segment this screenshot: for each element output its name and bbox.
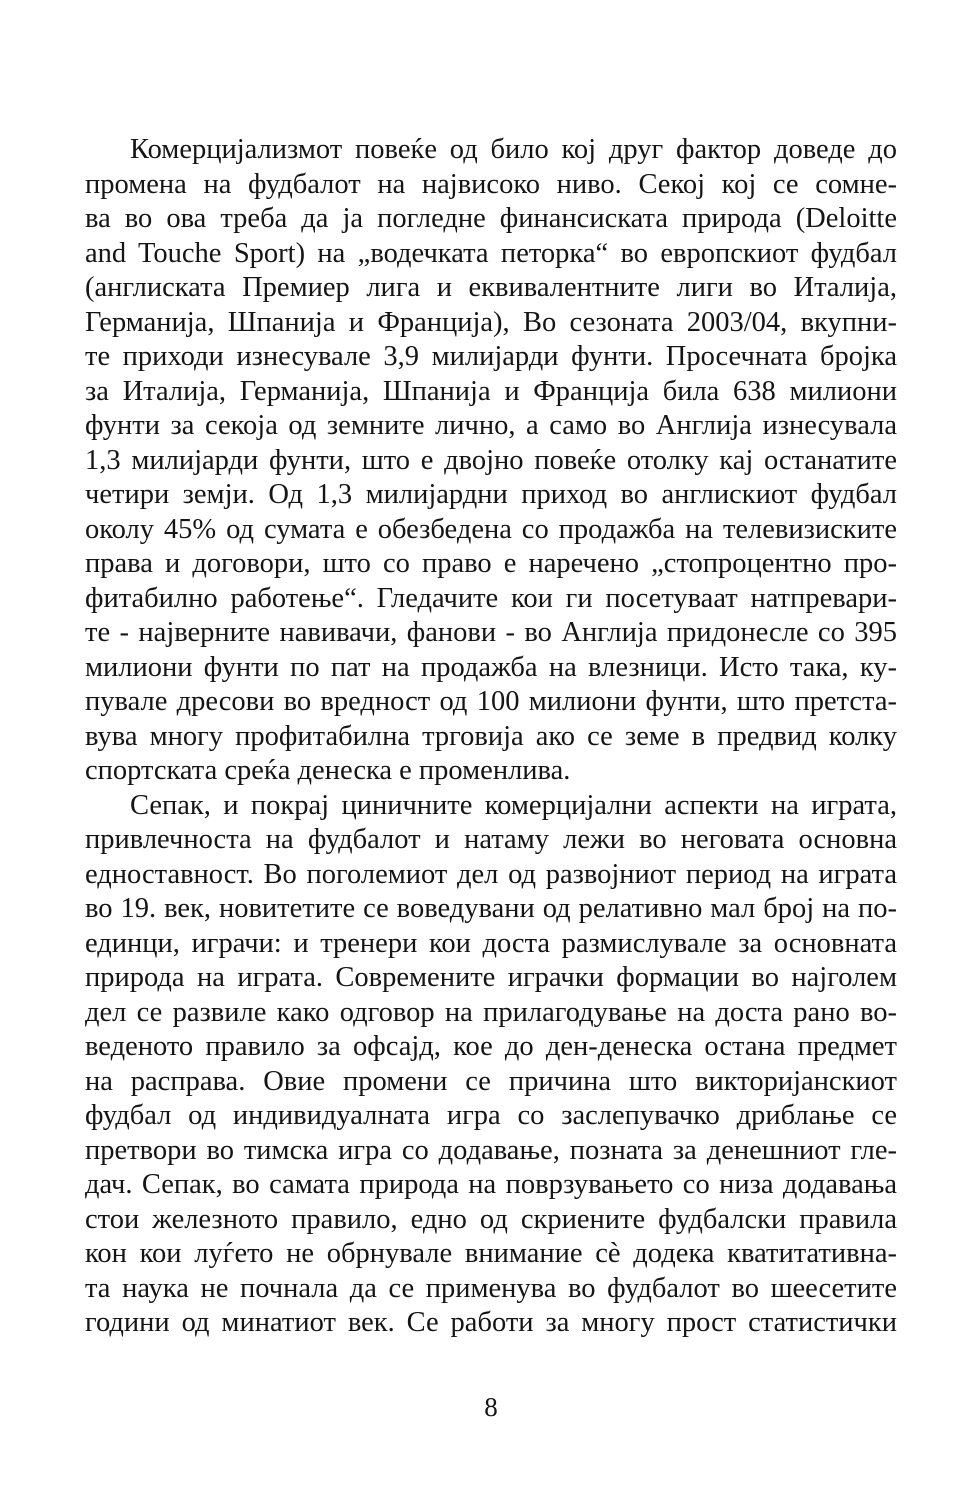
text-line: Сепак, и покрај циничните комерцијални аспекти на играта, bbox=[130, 789, 897, 821]
paragraph bbox=[85, 133, 897, 789]
text-line: на расправа. Овие промени се причина што викторијанскиот bbox=[85, 1065, 897, 1097]
text-line: четири земји. Од 1,3 милијардни приход во англискиот фудбал bbox=[85, 479, 897, 510]
text-line: фунти за секоја од земните лично, а само во Англија изнесувала bbox=[85, 410, 897, 441]
text-line: and Touche Sport) на „водечката петорка“ во европскиот фудбал bbox=[85, 237, 897, 269]
text-line: Германија, Шпанија и Франција), Во сезоната 2003/04, вкупни- bbox=[85, 306, 897, 338]
text-line: претвори во тимска игра со додавање, позната за денешниот гле- bbox=[85, 1134, 897, 1166]
text-line: привлечноста на фудбалот и натаму лежи во неговата основна bbox=[85, 824, 897, 855]
text-line: кон кои луѓето не обрнувале внимание сè додека кватитативна- bbox=[85, 1238, 897, 1269]
text-line: 1,3 милијарди фунти, што е двојно повеќе отолку кај останатите bbox=[85, 444, 897, 476]
text-line: спортската среќа денеска е променлива. bbox=[85, 755, 571, 786]
text-line: дач. Сепак, во самата природа на поврзувањето со низа додавања bbox=[85, 1169, 897, 1200]
text-line: та наука не почнала да се применува во фудбалот во шеесетите bbox=[85, 1272, 897, 1304]
text-line: години од минатиот век. Се работи за многу прост статистички bbox=[85, 1307, 897, 1338]
text-line: единци, играчи: и тренери кои доста размислувале за основната bbox=[85, 927, 897, 959]
text-line: те - најверните навивачи, фанови - во Англија придонесле со 395 bbox=[85, 617, 897, 648]
text-line: права и договори, што со право е наречено „стопроцентно про- bbox=[85, 548, 897, 579]
text-line: пувале дресови во вредност од 100 милиони фунти, што претста- bbox=[85, 686, 897, 717]
text-line: веденото правило за офсајд, кое до ден-денеска остана предмет bbox=[85, 1031, 897, 1062]
text-line: ва во ова треба да ја погледне финансиската природа (Deloitte bbox=[85, 203, 897, 234]
text-line: едноставност. Во поголемиот дел од развојниот период на играта bbox=[85, 858, 897, 890]
text-line: природа на играта. Современите играчки формации во најголем bbox=[85, 962, 897, 993]
text-line: дел се развиле како одговор на прилагодување на доста рано во- bbox=[85, 996, 897, 1028]
text-line: промена на фудбалот на највисоко ниво. Секој кој се сомне- bbox=[85, 168, 897, 200]
text-line: те приходи изнесувале 3,9 милијарди фунти. Просечната бројка bbox=[85, 341, 897, 372]
page-number: 8 bbox=[484, 1392, 498, 1422]
text-line: фудбал од индивидуалната игра со заслепувачко дриблање се bbox=[85, 1100, 897, 1131]
text-line: фитабилно работење“. Гледачите кои ги посетуваат натпревари- bbox=[85, 582, 897, 614]
text-line: околу 45% од сумата е обезбедена со продажба на телевизиските bbox=[85, 513, 897, 545]
text-line: Комерцијализмот повеќе од било кој друг фактор доведе до bbox=[130, 134, 897, 165]
text-line: стои железното правило, едно од скриените фудбалски правила bbox=[85, 1203, 897, 1235]
paragraph bbox=[85, 789, 897, 1341]
text-line: во 19. век, новитетите се воведувани од релативно мал број на по- bbox=[85, 893, 897, 924]
body-text bbox=[85, 133, 897, 1341]
text-line: вува многу профитабилна трговија ако се земе в предвид колку bbox=[85, 720, 897, 752]
text-line: (англиската Премиер лига и еквивалентните лиги во Италија, bbox=[85, 272, 897, 303]
text-line: милиони фунти по пат на продажба на влезници. Исто така, ку- bbox=[85, 651, 897, 683]
text-line: за Италија, Германија, Шпанија и Франција била 638 милиони bbox=[85, 375, 897, 407]
